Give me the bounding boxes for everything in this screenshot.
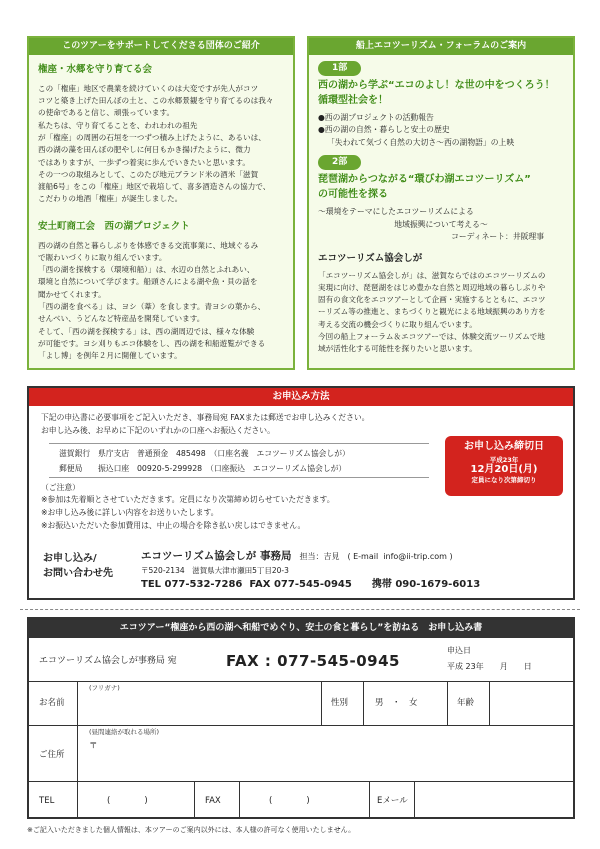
application-intro: お申し込み後、お早めに下記のいずれかの口座へお振込ください。	[41, 426, 275, 435]
part1-title-line: 西の湖から学ぶ“エコのよし！な世の中をつくろう！	[318, 80, 555, 91]
org2-line: 「西の湖を食べる」は、ヨシ（葦）を食します。青ヨシの葉から、	[38, 301, 266, 311]
form-divider	[363, 681, 364, 725]
form-recipient: エコツーリズム協会しが事務局 宛	[39, 656, 177, 666]
org2-title: 安土町商工会 西の湖プロジェクト	[38, 220, 190, 232]
org1-line: その一つの取組みとして、このたび地元ブランド米の酒米「滋賀	[38, 169, 259, 179]
association-line: 域が活性化する可能性を探りたいと思います。	[318, 344, 477, 354]
form-divider	[414, 781, 415, 819]
contact-org: エコツーリズム協会しが 事務局	[141, 550, 292, 562]
email-label: Eメール	[377, 796, 408, 806]
form-divider	[239, 781, 240, 819]
tel-label: TEL	[39, 796, 55, 806]
part2-subtitle: 〜環境をテーマにしたエコツーリズムによる	[318, 207, 474, 217]
name-label: お名前	[39, 698, 65, 708]
org2-line: で賑わいづくりに取り組んでいます。	[38, 252, 167, 262]
form-divider	[29, 681, 573, 682]
application-intro: 下記の申込書に必要事項をご記入いただき、事務局宛 FAXまたは郵送でお申し込みください。	[41, 413, 370, 422]
form-divider	[77, 681, 78, 819]
part2-title-line: の可能性を探る	[318, 188, 388, 200]
org1-line: 私たちは、守り育てることを、われわれの祖先	[38, 120, 198, 130]
association-line: ーリズム等の推進と、まちづくりと観光による地域振興のあり方を	[318, 307, 546, 317]
association-line: 「エコツーリズム協会しが」は、滋賀ならではのエコツーリズムの	[318, 270, 546, 280]
part1-bullet: ●西の湖の自然・暮らしと安土の歴史	[318, 125, 450, 135]
part2-title-line: 琵琶湖からつながる“環びわ湖エコツーリズム”	[318, 174, 531, 186]
address-field[interactable]	[89, 740, 564, 776]
org1-line: コツと築き上げた田んぼの土と、この水郷景観を守り育てるのは我々	[38, 96, 274, 106]
part1-bullet: 「失われて気づく自然の大切さ〜西の湖物語」の上映	[327, 137, 515, 147]
org2-line: が可能です。ヨシ刈りもエコ体験をし、西の湖を和船遊覧ができる	[38, 338, 266, 348]
note-item: ※参加は先着順とさせていただきます。定員になり次第締め切らせていただきます。	[41, 495, 335, 504]
application-form	[27, 617, 575, 819]
contact-org-line	[141, 549, 453, 564]
tel-field[interactable]: ( )	[107, 796, 148, 806]
email-field[interactable]	[424, 795, 564, 813]
deadline-date: 12月20日(月)	[470, 464, 538, 476]
org2-line: 「西の湖を探検する（環境和船）」は、水辺の自然とふれあい、	[38, 265, 255, 275]
fax-field[interactable]: ( )	[269, 796, 310, 806]
org1-line: 渡船6号」をこの「権座」地区で栽培して、喜多酒造さんの協力で、	[38, 182, 271, 192]
address-hint: (昼間連絡が取れる場所)	[89, 728, 160, 736]
support-organizations-heading: このツアーをサポートしてくださる団体のご紹介	[29, 38, 293, 55]
org1-description	[38, 83, 284, 206]
furigana-label: (フリガナ)	[89, 684, 120, 692]
contact-label: お申し込み/ お問い合わせ先	[43, 553, 113, 579]
note-item: ※お申し込み後に詳しい内容をお送りいたします。	[41, 508, 219, 517]
contact-phones: TEL 077-532-7286 FAX 077-545-0945 携帯 090-1679-6013	[141, 579, 481, 590]
deadline-note: 定員になり次第締切り	[471, 476, 537, 485]
notes-title: （ご注意）	[41, 483, 80, 492]
org2-line: 環境と自然について学びます。船頭さんによる湖や魚・貝の話を	[38, 277, 258, 287]
form-divider	[369, 781, 370, 819]
org2-line: せんべい、うどんなど特産品を開発しています。	[38, 314, 205, 324]
form-divider	[489, 681, 490, 725]
org1-line: の使命であると信じ、頑張っています。	[38, 108, 175, 118]
part1-title-line: 循環型社会を！	[318, 94, 388, 106]
application-form-heading: エコツアー“権座から西の湖へ和船でめぐり、安土の食と暮らし”を訪ねる お申し込み書	[29, 619, 573, 638]
association-line: 今回の船上フォーラム＆エコツアーでは、体験交流ツーリズムで地	[318, 332, 545, 342]
org2-line: 「よし博」を例年２月に開催しています。	[38, 351, 182, 361]
form-divider	[447, 681, 448, 725]
part2-coordinator: コーディネート：井阪理事	[451, 232, 544, 242]
org1-line: ではありますが、一歩ずつ着実に歩んでいきたいと思います。	[38, 157, 251, 167]
form-divider	[29, 725, 573, 726]
address-label: ご住所	[39, 750, 65, 760]
deadline-title: お申し込み締切日	[464, 441, 544, 452]
privacy-footnote: ※ご記入いただきました個人情報は、本ツアーのご案内以外には、本人様の許可なく使用いたしません。	[27, 826, 356, 834]
part1-tag: 1部	[318, 61, 361, 76]
org1-line: こだわりの地酒「権座」が誕生しました。	[38, 194, 183, 204]
org1-line: 西の湖の藻を田んぼの肥やしに何日もかき揚げたように、微力	[38, 145, 251, 155]
deadline-year: 平成23年	[489, 455, 519, 464]
gender-label: 性別	[331, 698, 349, 708]
org2-line: 西の湖の自然と暮らしぶりを体感できる交流事業に、地域ぐるみ	[38, 240, 259, 250]
part2-title	[318, 173, 564, 202]
org2-line: 聞かせてくれます。	[38, 289, 106, 299]
bank-account-postal: 郵便局 振込口座 00920-5-299928 （口座振込 エコツーリズム協会しが）	[59, 464, 347, 473]
age-field[interactable]	[497, 697, 567, 715]
forum-info-heading: 船上エコツーリズム・フォーラムのご案内	[309, 38, 573, 55]
name-field[interactable]	[89, 697, 314, 715]
deadline-badge	[445, 436, 563, 496]
association-line: 実現に向け、琵琶湖をはじめ豊かな自然と周辺地域の暮らしぶりや	[318, 282, 546, 292]
forum-info-panel	[307, 36, 575, 370]
form-fax-number: FAX : 077-545-0945	[226, 652, 400, 670]
org1-line: が「権座」の周囲の石垣を一つずつ積み上げたように、あるいは、	[38, 132, 266, 142]
org2-description	[38, 240, 284, 363]
fax-label: FAX	[205, 796, 221, 806]
application-method-heading: お申込み方法	[29, 388, 573, 406]
age-label: 年齢	[457, 698, 475, 708]
note-item: ※お振込いただいた参加費用は、中止の場合を除き払い戻しはできません。	[41, 521, 306, 530]
support-organizations-panel	[27, 36, 295, 370]
contact-person: 担当：吉見 ( E-mail info@ii-trip.com )	[291, 552, 453, 561]
org1-title: 権座・水郷を守り育てる会	[38, 64, 153, 75]
contact-address: 〒520-2134 滋賀県大津市瀬田5丁目20-3	[141, 566, 289, 575]
association-line: 考える交流の機会づくりに取り組んでいます。	[318, 319, 477, 329]
application-method-box	[27, 386, 575, 600]
part1-title	[318, 79, 564, 108]
association-title: エコツーリズム協会しが	[318, 252, 423, 264]
part2-tag: 2部	[318, 155, 361, 170]
bank-account-shiga: 滋賀銀行 県庁支店 普通預金 485498 （口座名義 エコツーリズム協会しが）	[59, 449, 350, 458]
org2-line: そして、「西の湖を探検する」は、西の湖周辺では、様々な体験	[38, 326, 255, 336]
org1-line: この「権座」地区で農業を続けていくのは大変ですが先人がコツ	[38, 83, 259, 93]
part1-bullet: ●西の湖プロジェクトの活動報告	[318, 113, 434, 122]
cut-line	[20, 609, 580, 610]
association-description	[318, 270, 564, 356]
apply-date-field[interactable]: 平成 23年 月 日	[447, 662, 532, 671]
association-line: 固有の食文化をエコツアーとして企画・実施するとともに、エコツ	[318, 295, 546, 305]
apply-date-label: 申込日	[447, 646, 471, 655]
postal-mark: 〒	[89, 741, 98, 751]
gender-options[interactable]: 男 ・ 女	[375, 698, 418, 708]
bank-account-box	[49, 443, 429, 478]
form-divider	[29, 781, 573, 782]
part2-subtitle: 地域振興について考える〜	[394, 219, 488, 229]
form-divider	[194, 781, 195, 819]
form-divider	[321, 681, 322, 725]
